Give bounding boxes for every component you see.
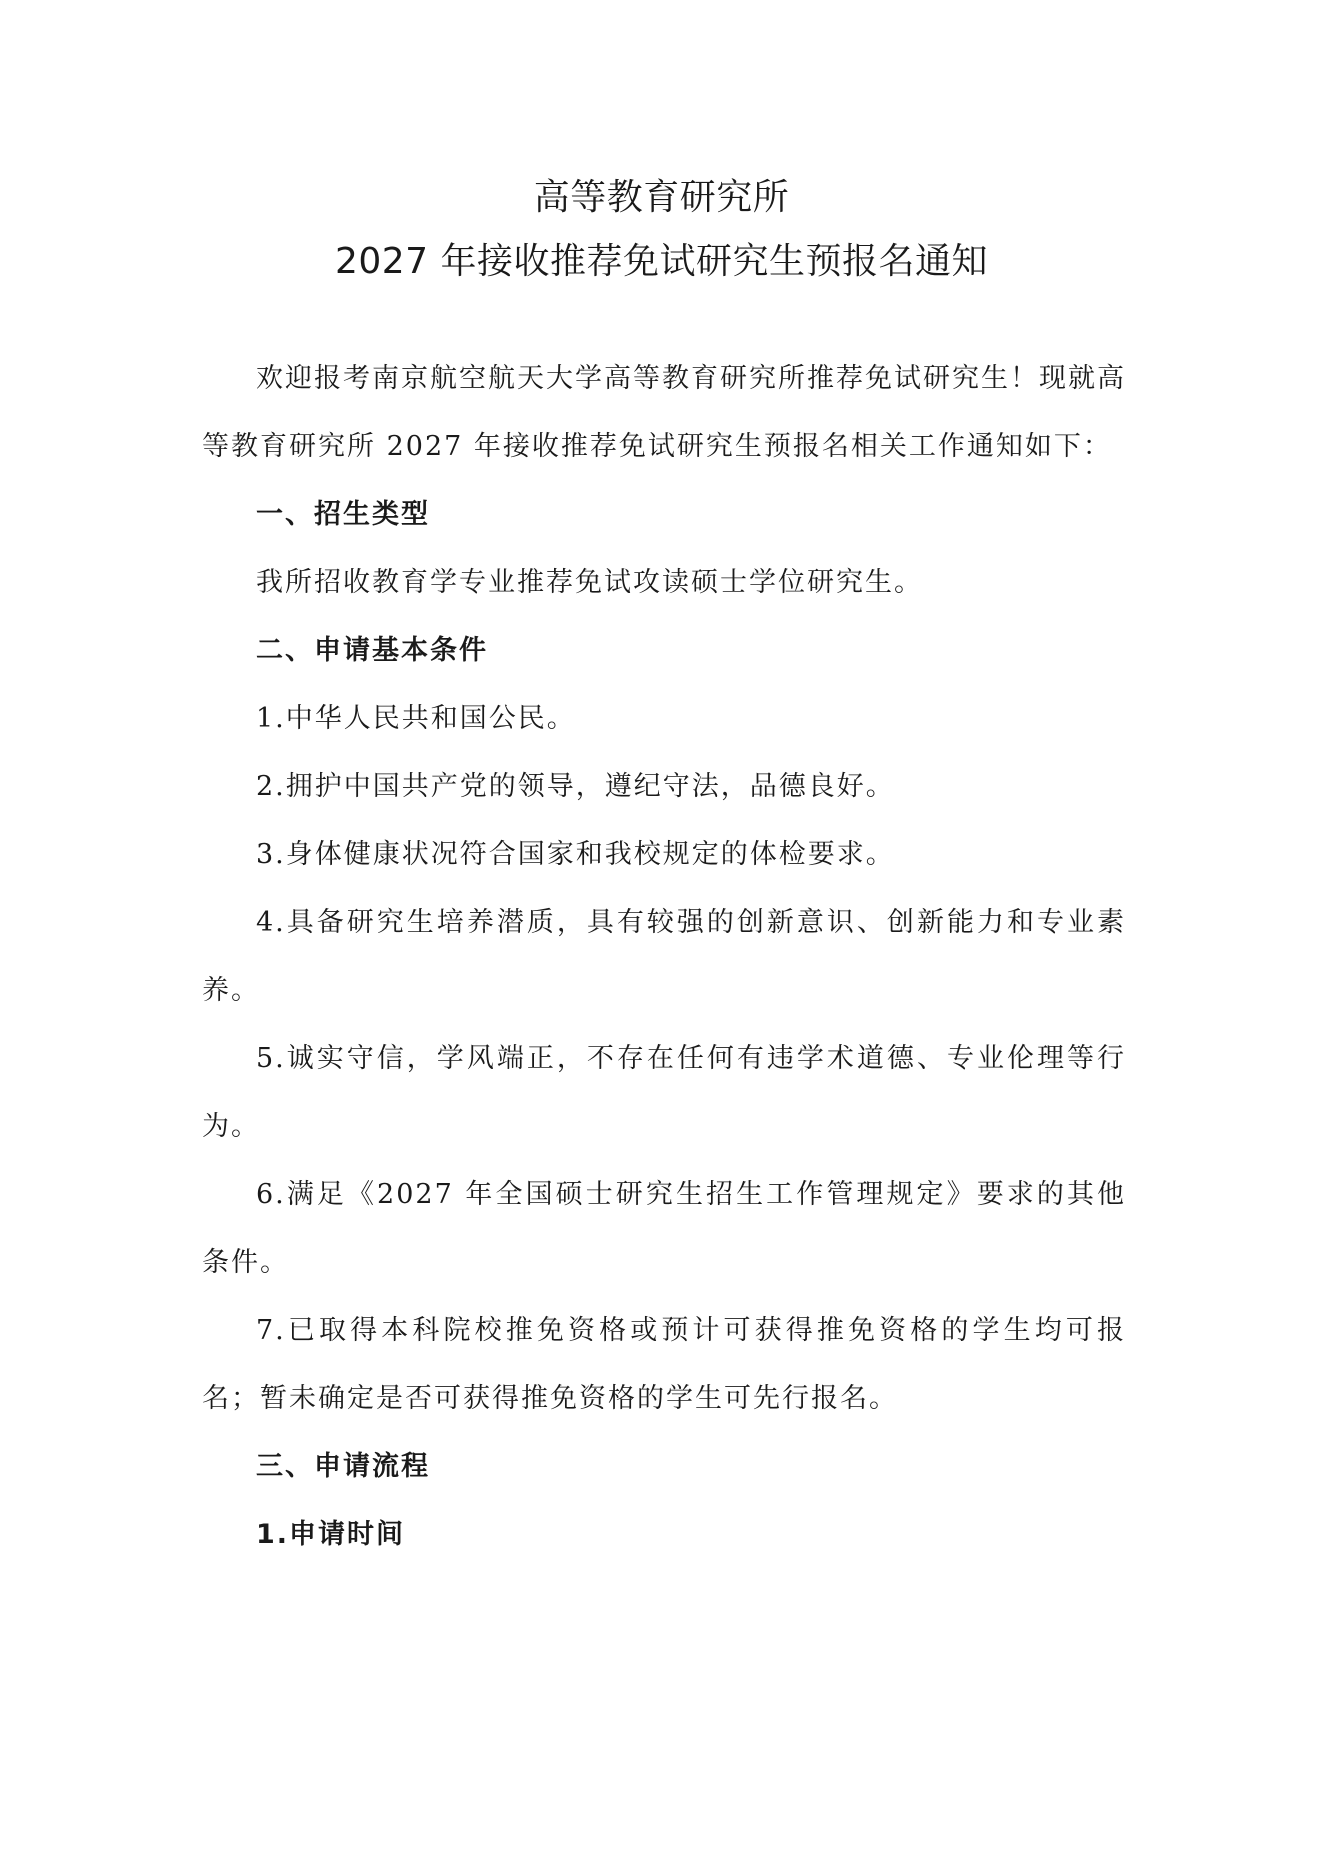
intro-paragraph: 欢迎报考南京航空航天大学高等教育研究所推荐免试研究生！现就高等教育研究所 2027 年接收推荐免试研究生预报名相关工作通知如下： [202,363,1126,462]
subheading-application-time: 1.申请时间 [256,1519,406,1550]
document-title-line2: 2027 年接收推荐免试研究生预报名通知 [334,241,989,282]
condition-item: 6.满足《2027 年全国硕士研究生招生工作管理规定》要求的其他条件。 [202,1179,1126,1278]
condition-item: 7.已取得本科院校推免资格或预计可获得推免资格的学生均可报名；暂未确定是否可获得推免资格的学生可先行报名。 [202,1315,1126,1414]
condition-item: 5.诚实守信，学风端正，不存在任何有违学术道德、专业伦理等行为。 [202,1043,1126,1142]
section-heading-basic-conditions: 二、申请基本条件 [256,635,488,666]
document-body [202,345,1126,1569]
document-title-line1: 高等教育研究所 [533,177,790,218]
condition-item: 3.身体健康状况符合国家和我校规定的体检要求。 [256,839,895,870]
section-heading-enrollment-type: 一、招生类型 [256,499,430,530]
condition-item: 2.拥护中国共产党的领导，遵纪守法，品德良好。 [256,771,895,802]
section-heading-application-process: 三、申请流程 [256,1451,430,1482]
condition-item: 4.具备研究生培养潜质，具有较强的创新意识、创新能力和专业素养。 [202,907,1126,1006]
condition-item: 1.中华人民共和国公民。 [256,703,576,734]
enrollment-type-paragraph: 我所招收教育学专业推荐免试攻读硕士学位研究生。 [256,567,923,598]
